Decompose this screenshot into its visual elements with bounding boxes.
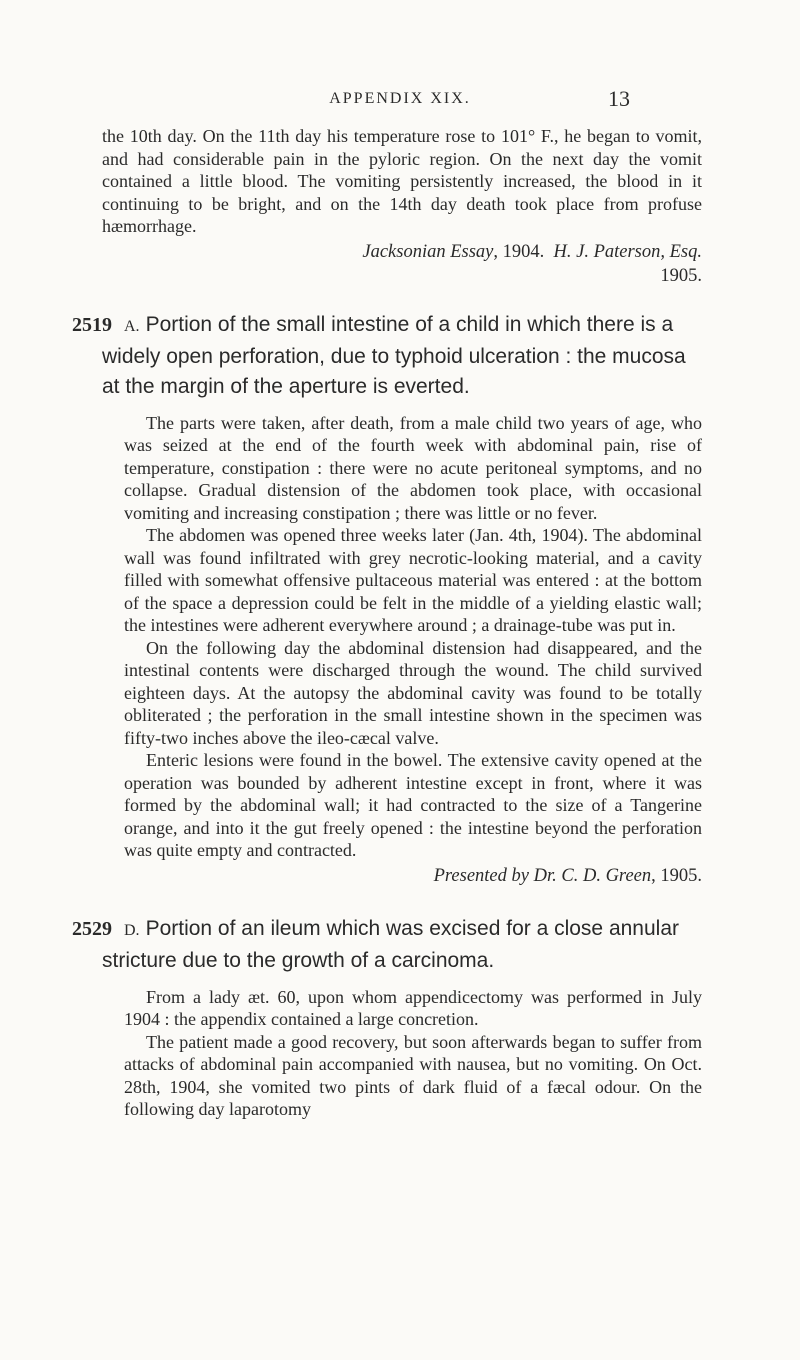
entry-paragraph: The parts were taken, after death, from a male child two years of age, who was seized at the end of the fourth week with abdominal pain, rise of temperature, constipation : there were no acute peritoneal symptoms, and no collapse. Gradual distension of the abdomen took place, with occasional vomiting and increasing constipation ; there was little or no fever. <box>124 412 702 523</box>
intro-credit <box>102 240 702 264</box>
entry-title-text: Portion of the small intestine of a child in which there is a widely open perforation, due to typhoid ulceration : the mucosa at the margin of the aperture is everted. <box>102 312 686 398</box>
entry-paragraph: The patient made a good recovery, but soon afterwards began to suffer from attacks of abdominal pain accompanied with nausea, but no vomiting. On Oct. 28th, 1904, she vomited two pints of dark fluid of a fæcal odour. On the following day laparotomy <box>124 1031 702 1119</box>
entry-body <box>102 412 702 888</box>
credit-presenter: Presented by Dr. C. D. Green <box>433 865 652 886</box>
page-content <box>72 125 702 1121</box>
entry-suffix: D. <box>124 921 140 939</box>
entry-paragraph: Enteric lesions were found in the bowel. The extensive cavity opened at the operation was bounded by adherent intestine except in front, where it was formed by the abdominal wall; it had contracted to the size of a Tangerine orange, and into it the gut freely opened : the intestine beyond the perforation was quite empty and contracted. <box>124 750 702 860</box>
catalogue-entry-2529 <box>72 914 702 1121</box>
entry-paragraph: The abdomen was opened three weeks later (Jan. 4th, 1904). The abdominal wall was found infiltrated with grey necrotic-looking material, and a cavity filled with somewhat offensive pultaceous material was entered : at the bottom of the space a depression could be felt in the middle of a yielding elastic wall; the intestines were adherent everywhere around ; a drainage-tube was put in. <box>124 525 702 635</box>
entry-number: 2529 <box>72 917 112 940</box>
entry-suffix: A. <box>124 317 140 335</box>
entry-number: 2519 <box>72 313 112 336</box>
entry-title <box>102 914 702 976</box>
intro-paragraph: the 10th day. On the 11th day his temperature rose to 101° F., he began to vomit, and had considerable pain in the pyloric region. On the next day the vomit contained a little blood. The vomiting persistently increased, the blood in it continuing to be bright, and on the 14th day death took place from profuse hæmorrhage. <box>102 126 702 236</box>
catalogue-entry-2519 <box>72 310 702 888</box>
credit-year: , 1905. <box>651 865 702 886</box>
credit-work: Jacksonian Essay <box>362 241 494 262</box>
entry-credit <box>124 864 702 888</box>
intro-credit-year: 1905. <box>660 265 702 286</box>
page-number: 13 <box>608 86 630 111</box>
entry-paragraph: From a lady æt. 60, upon whom appendicectomy was performed in July 1904 : the appendix contained a large concretion. <box>124 986 702 1029</box>
running-head: APPENDIX XIX. <box>329 90 471 107</box>
credit-author: H. J. Paterson, Esq. <box>553 241 702 262</box>
entry-body <box>102 986 702 1121</box>
entry-paragraph: On the following day the abdominal distension had disappeared, and the intestinal contents were discharged through the wound. The child survived eighteen days. At the autopsy the abdominal cavity was found to be totally obliterated ; the perforation in the small intestine shown in the specimen was fifty-two inches above the ileo-cæcal valve. <box>124 637 702 748</box>
credit-middle: , 1904. <box>493 241 545 262</box>
entry-title-text: Portion of an ileum which was excised for a close annular stricture due to the growth of a carcinoma. <box>102 916 680 972</box>
page-header <box>0 84 800 114</box>
entry-title <box>102 310 702 402</box>
